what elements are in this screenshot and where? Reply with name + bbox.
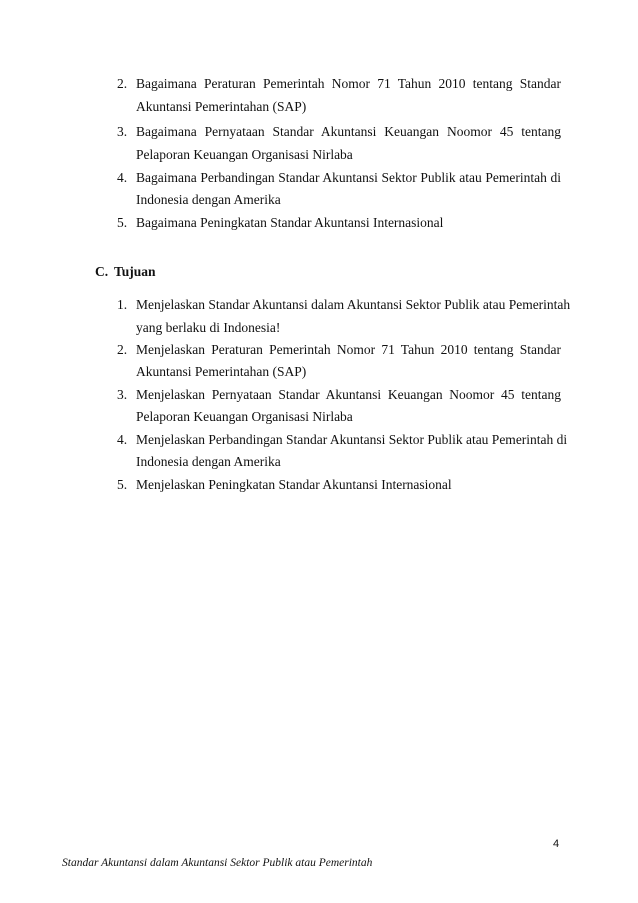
list-item-text-continued: yang berlaku di Indonesia! <box>136 320 281 335</box>
list-item-text-continued: Pelaporan Keuangan Organisasi Nirlaba <box>136 147 353 162</box>
list-item-number: 3. <box>117 387 128 402</box>
list-item-text-continued: Indonesia dengan Amerika <box>136 454 281 469</box>
list-item-text: Menjelaskan Peningkatan Standar Akuntansi Internasional <box>136 477 452 492</box>
list-item-text: Bagaimana Perbandingan Standar Akuntansi Sektor Publik atau Pemerintah di <box>136 170 561 185</box>
list-item-number: 4. <box>117 170 128 185</box>
list-item-number: 2. <box>117 342 128 357</box>
list-item-number: 1. <box>117 297 128 312</box>
list-item-text: Bagaimana Pernyataan Standar Akuntansi Keuangan Noomor 45 tentang <box>136 124 561 139</box>
section-title: Tujuan <box>114 264 156 279</box>
list-item-text: Bagaimana Peraturan Pemerintah Nomor 71 Tahun 2010 tentang Standar <box>136 76 561 91</box>
list-item-text: Menjelaskan Pernyataan Standar Akuntansi Keuangan Noomor 45 tentang <box>136 387 561 402</box>
list-item-text: Menjelaskan Perbandingan Standar Akuntansi Sektor Publik atau Pemerintah di <box>136 432 568 447</box>
list-item-number: 2. <box>117 76 128 91</box>
list-item-text-continued: Akuntansi Pemerintahan (SAP) <box>136 99 307 114</box>
list-item-number: 4. <box>117 432 128 447</box>
list-item-text: Bagaimana Peningkatan Standar Akuntansi Internasional <box>136 215 444 230</box>
list-item-text-continued: Indonesia dengan Amerika <box>136 192 281 207</box>
page-number: 4 <box>553 838 560 850</box>
list-item-text: Menjelaskan Peraturan Pemerintah Nomor 71 Tahun 2010 tentang Standar <box>136 342 561 357</box>
section-heading-tujuan <box>95 264 156 280</box>
list-item-text-continued: Pelaporan Keuangan Organisasi Nirlaba <box>136 409 353 424</box>
list-item-number: 5. <box>117 215 128 230</box>
list-item-number: 5. <box>117 477 128 492</box>
list-item-number: 3. <box>117 124 128 139</box>
section-letter: C. <box>95 264 109 279</box>
list-item-text-continued: Akuntansi Pemerintahan (SAP) <box>136 364 307 379</box>
list-item-text: Menjelaskan Standar Akuntansi dalam Akuntansi Sektor Publik atau Pemerintah <box>136 297 571 312</box>
page-footer: Standar Akuntansi dalam Akuntansi Sektor Publik atau Pemerintah <box>62 857 373 869</box>
